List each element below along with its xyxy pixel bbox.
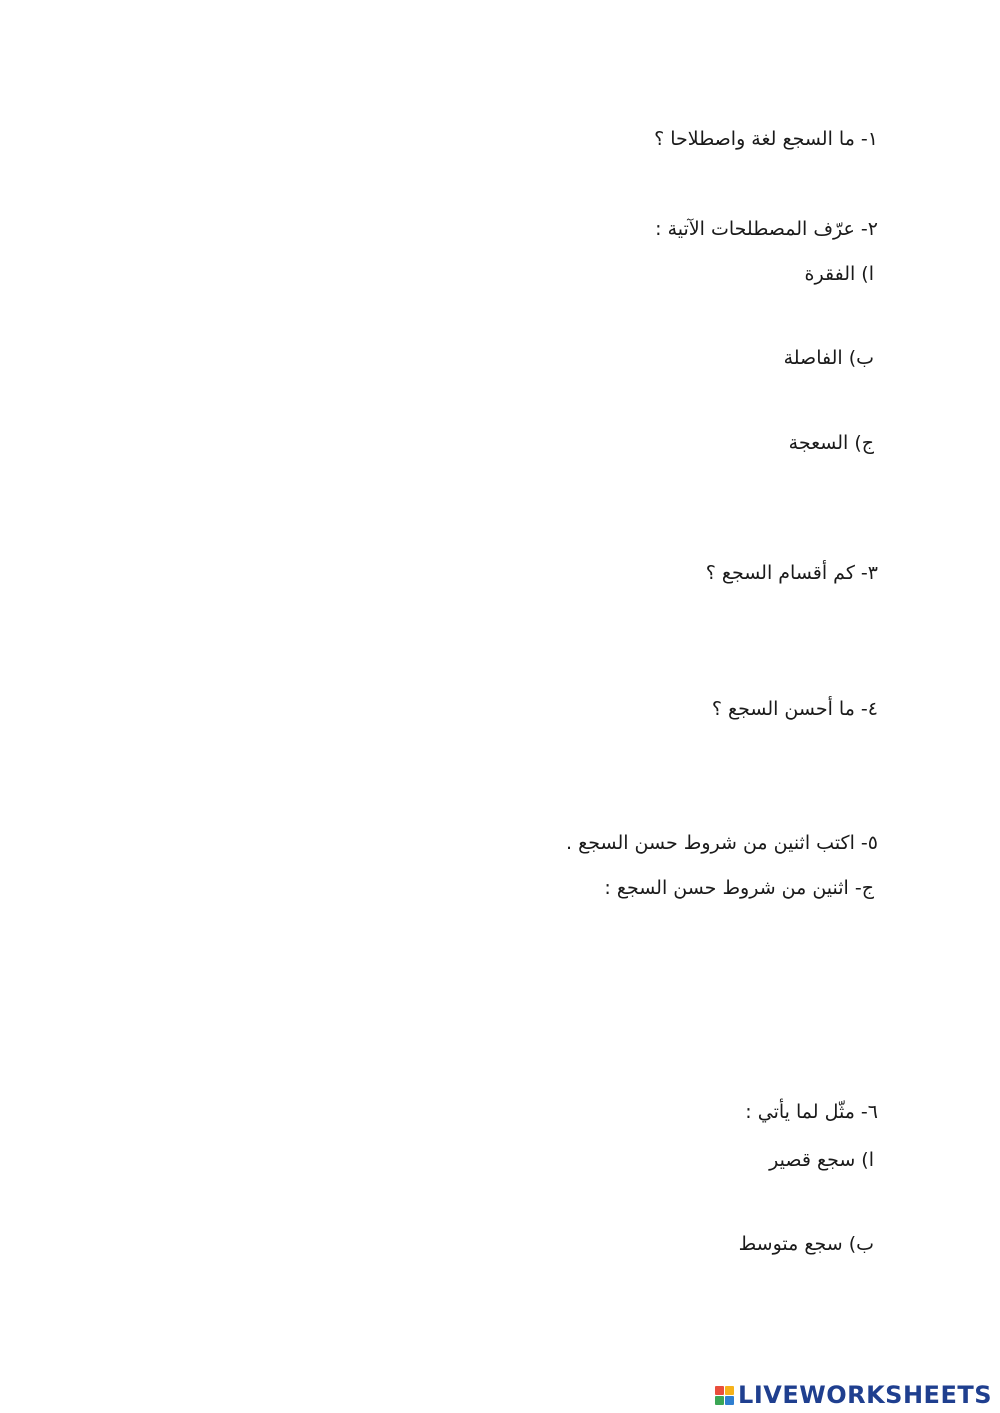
logo-text: LIVEWORKSHEETS	[738, 1381, 992, 1409]
liveworksheets-logo	[715, 1383, 992, 1407]
logo-square-blue	[725, 1396, 734, 1405]
question-6: ٦- مثّل لما يأتي :	[745, 1101, 878, 1123]
question-2-item-c: ج) السعجة	[788, 432, 874, 454]
logo-mark-icon	[715, 1386, 734, 1405]
logo-square-green	[715, 1396, 724, 1405]
logo-square-yellow	[725, 1386, 734, 1395]
question-5-answer-prompt: ج- اثنين من شروط حسن السجع :	[604, 877, 874, 899]
question-2-item-a: ا) الفقرة	[804, 263, 874, 285]
question-2-item-b: ب) الفاصلة	[783, 347, 874, 369]
question-3: ٣- كم أقسام السجع ؟	[705, 562, 878, 584]
question-6-item-a: ا) سجع قصير	[769, 1149, 874, 1171]
question-2: ٢- عرّف المصطلحات الآتية :	[655, 218, 878, 240]
question-4: ٤- ما أحسن السجع ؟	[711, 698, 878, 720]
question-1: ١- ما السجع لغة واصطلاحا ؟	[654, 128, 878, 150]
question-5: ٥- اكتب اثنين من شروط حسن السجع .	[566, 832, 878, 854]
logo-square-red	[715, 1386, 724, 1395]
question-6-item-b: ب) سجع متوسط	[738, 1233, 874, 1255]
